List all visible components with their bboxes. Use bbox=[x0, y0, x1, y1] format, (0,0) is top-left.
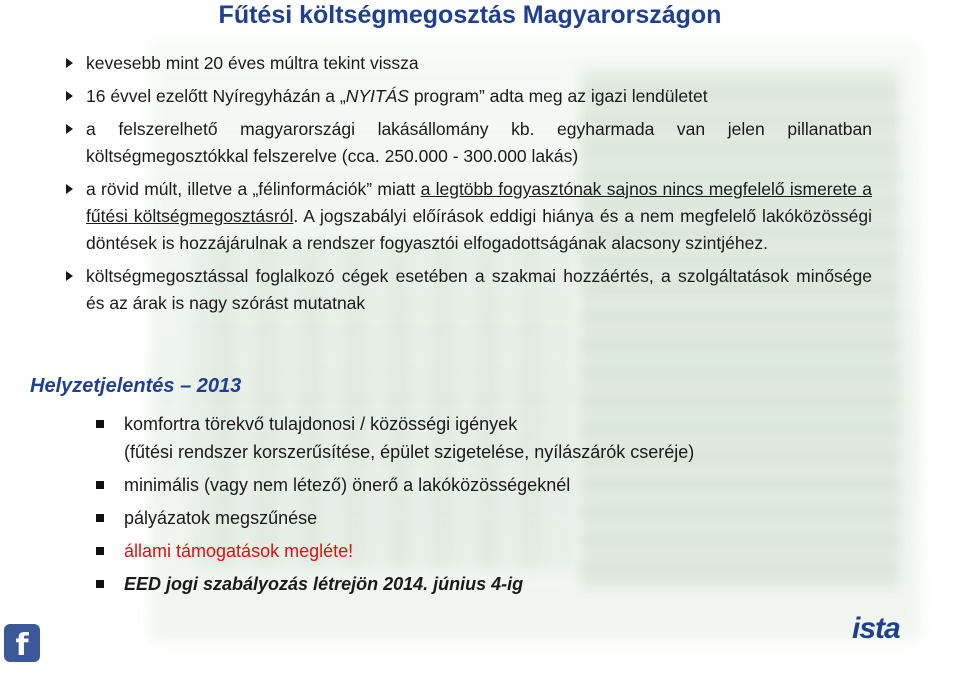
arrow-bullet-icon bbox=[66, 91, 74, 101]
list-item-underlined: a legtöbb fogyasztónak sajnos nincs megfelelő ismerete a fűtési költségmegosztásról bbox=[86, 179, 872, 226]
list-item-text: (fűtési rendszer korszerűsítése, épület szigetelése, nyílászárók cseréje) bbox=[124, 442, 695, 462]
facebook-icon[interactable]: f bbox=[4, 624, 40, 662]
list-item bbox=[96, 537, 856, 565]
arrow-bullet-icon bbox=[66, 124, 74, 134]
list-item bbox=[96, 504, 856, 532]
square-bullet-icon bbox=[96, 420, 104, 428]
list-item-text: pályázatok megszűnése bbox=[124, 508, 318, 528]
section-subtitle: Helyzetjelentés – 2013 bbox=[30, 375, 242, 397]
list-item-text: 16 évvel ezelőtt Nyíregyházán a „ bbox=[86, 86, 346, 106]
list-item bbox=[66, 50, 872, 77]
list-item bbox=[66, 176, 872, 257]
arrow-bullet-icon bbox=[66, 58, 74, 68]
list-item bbox=[96, 570, 856, 598]
list-item bbox=[66, 83, 872, 110]
square-bullet-icon bbox=[96, 481, 104, 489]
square-bullet-icon bbox=[96, 514, 104, 522]
list-item-text-emphasis: EED jogi szabályozás létrejön 2014. június 4-ig bbox=[124, 574, 524, 594]
status-list bbox=[96, 410, 856, 603]
list-item-text: költségmegosztással foglalkozó cégek esetében a szakmai hozzáértés, a szolgáltatások minősége és az árak is nagy szórást mutatnak bbox=[86, 266, 872, 313]
list-item-text: a felszerelhető magyarországi lakásállomány kb. egyharmada van jelen pillanatban költségmegosztókkal felszerelve (cca. 250.000 - 300.000 lakás) bbox=[86, 119, 872, 166]
slide-title: Fűtési költségmegosztás Magyarországon bbox=[218, 1, 722, 29]
list-item bbox=[66, 116, 872, 170]
list-item-text-highlight: állami támogatások megléte! bbox=[124, 541, 354, 561]
list-item-text: komfortra törekvő tulajdonosi / közösségi igények bbox=[124, 414, 518, 434]
list-item-text: program” adta meg az igazi lendületet bbox=[408, 86, 708, 106]
list-item bbox=[96, 471, 856, 499]
arrow-bullet-icon bbox=[66, 184, 74, 194]
square-bullet-icon bbox=[96, 580, 104, 588]
list-item-text: a rövid múlt, illetve a „félinformációk” miatt bbox=[86, 179, 421, 199]
list-item-text: . A jogszabályi előírások eddigi hiánya és a nem megfelelő lakóközösségi döntések is hozzájárulnak a rendszer fogyasztói elfogadottságának alacsony szintjéhez. bbox=[86, 206, 872, 253]
intro-list bbox=[66, 50, 872, 323]
list-item-text: kevesebb mint 20 éves múltra tekint vissza bbox=[86, 53, 419, 73]
ista-logo: ista bbox=[852, 612, 900, 645]
list-item-text: minimális (vagy nem létező) önerő a lakóközösségeknél bbox=[124, 475, 571, 495]
square-bullet-icon bbox=[96, 547, 104, 555]
list-item-italic: NYITÁS bbox=[345, 86, 409, 106]
list-item bbox=[96, 410, 856, 466]
arrow-bullet-icon bbox=[66, 271, 74, 281]
list-item bbox=[66, 263, 872, 317]
